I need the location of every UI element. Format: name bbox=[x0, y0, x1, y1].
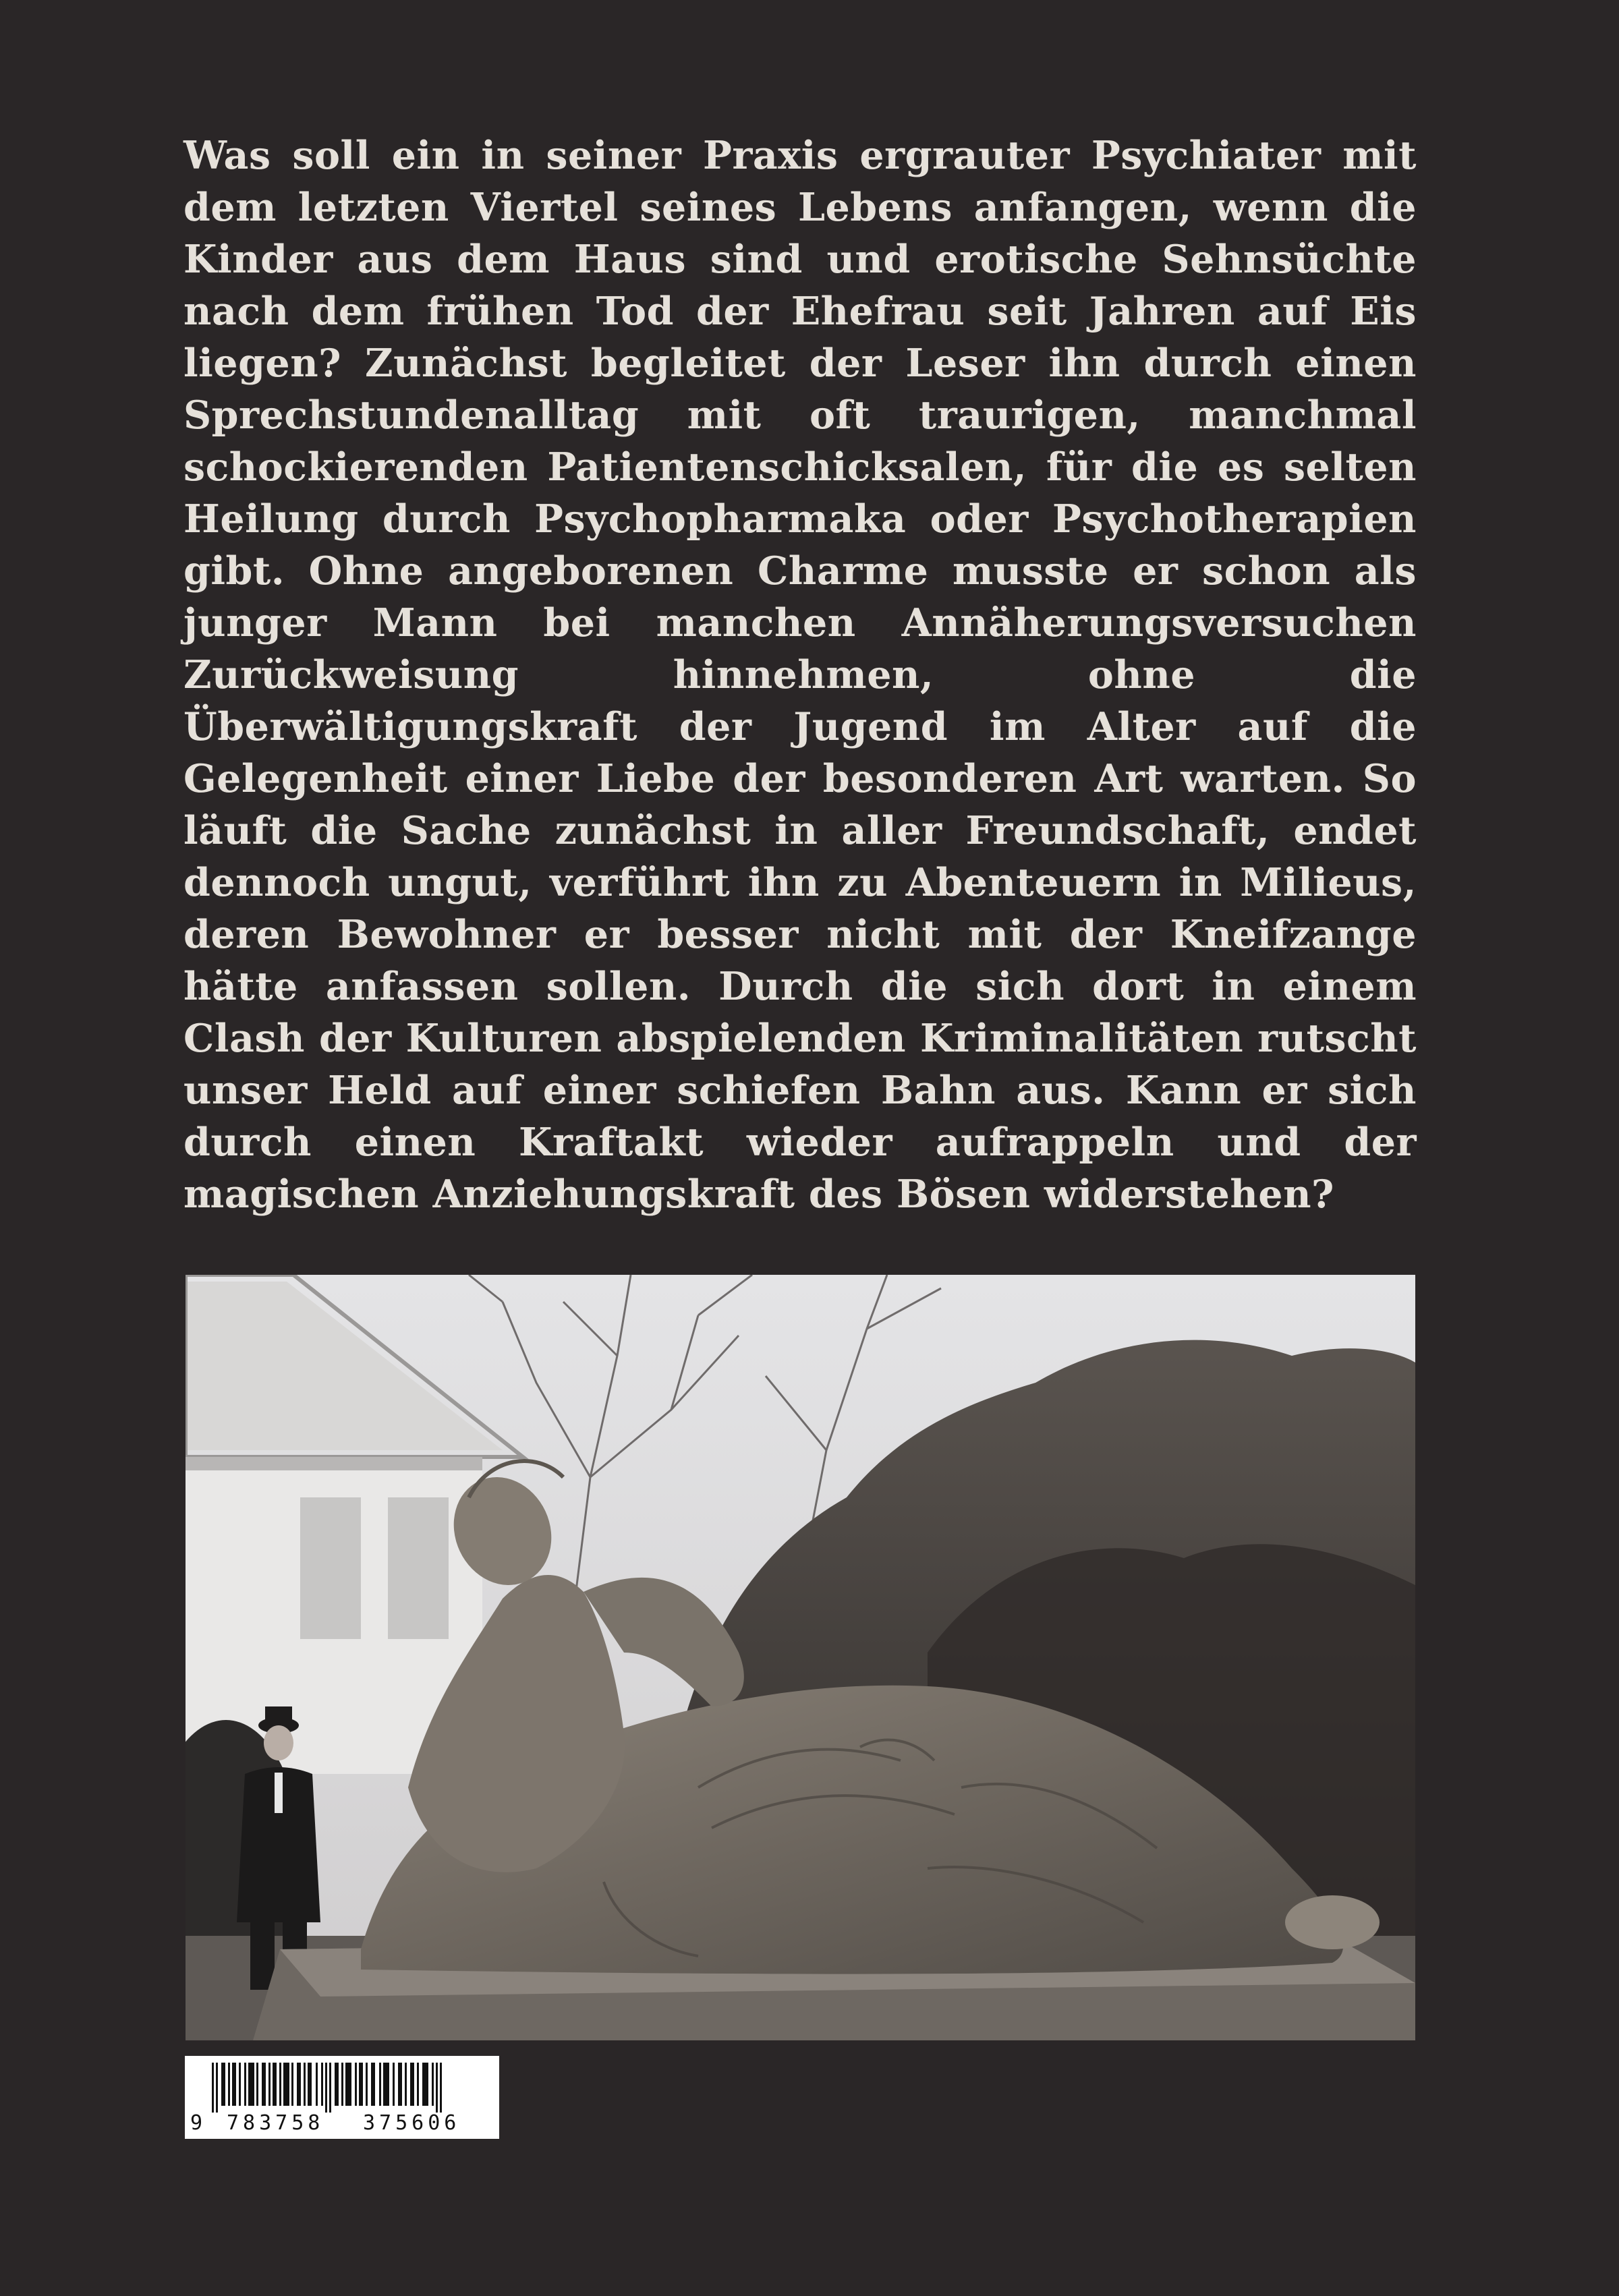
barcode-left-group: 783758 bbox=[227, 2111, 324, 2135]
barcode-bars bbox=[185, 2056, 499, 2113]
barcode-lead-digit: 9 bbox=[190, 2111, 203, 2135]
blurb-text: Was soll ein in seiner Praxis ergrauter Psychiater mit dem letzten Viertel seines Lebens anfangen, wenn die Kinder aus dem Haus sind und erotische Sehnsüchte nach dem frühen Tod der Ehefrau seit Jahren auf Eis liegen? Zunächst begleitet der Leser ihn durch einen Sprechstundenalltag mit oft traurigen, manchmal schockierenden Patientenschicksalen, für die es selten Heilung durch Psychopharmaka oder Psychotherapien gibt. Ohne angeborenen Charme musste er schon als junger Mann bei manchen Annäherungsversuchen Zurückweisung hinnehmen, ohne die Überwältigungskraft der Jugend im Alter auf die Gelegenheit einer Liebe der besonderen Art warten. So läuft die Sache zunächst in aller Freundschaft, endet dennoch ungut, verführt ihn zu Abenteuern in Milieus, deren Bewohner er besser nicht mit der Kneifzange hätte anfassen sollen. Durch die sich dort in einem Clash der Kulturen abspielenden Kriminalitäten rutscht unser Held auf einer schiefen Bahn aus. Kann er sich durch einen Kraftakt wieder aufrappeln und der magischen Anziehungskraft des Bösen widerstehen? bbox=[183, 133, 1417, 1217]
barcode-digits bbox=[185, 2110, 499, 2137]
isbn-barcode bbox=[185, 2056, 499, 2139]
cover-photo bbox=[186, 1275, 1415, 2040]
barcode-right-group: 375606 bbox=[363, 2111, 461, 2135]
